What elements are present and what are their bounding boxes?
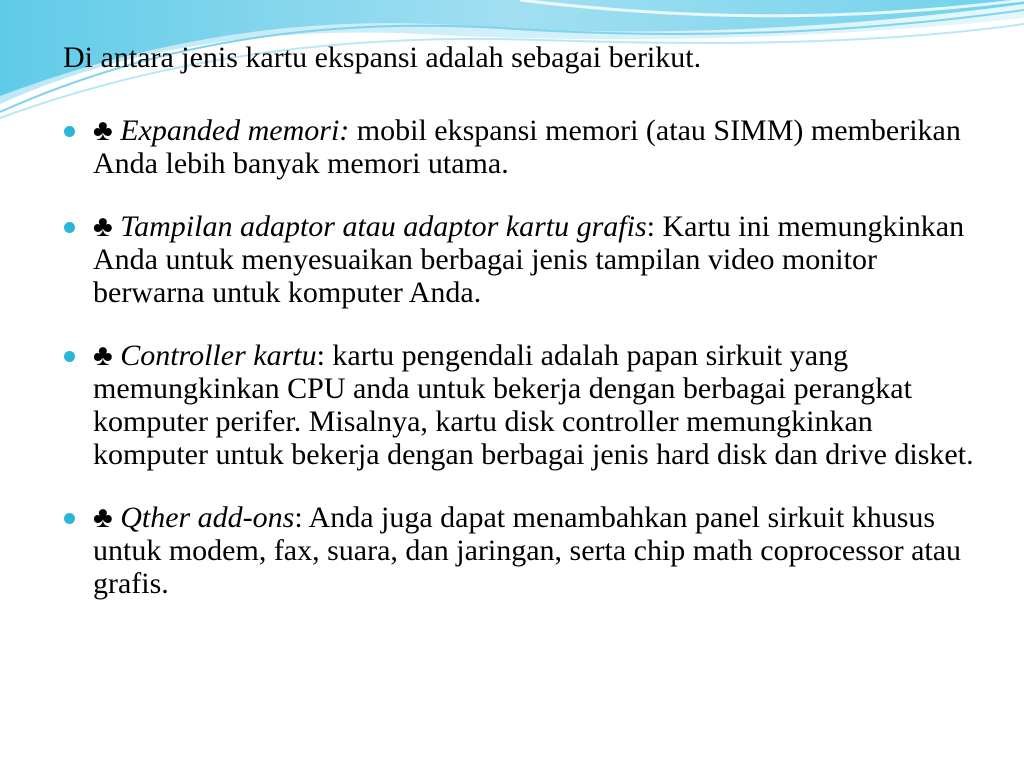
- item-term: Expanded memori:: [120, 114, 350, 147]
- list-item: [0, 210, 1024, 309]
- bullet-dot-icon: [64, 222, 75, 233]
- item-term: Controller kartu: [120, 339, 317, 372]
- intro-text: Di antara jenis kartu ekspansi adalah sebagai berikut.: [63, 41, 702, 74]
- club-symbol-icon: ♣: [93, 339, 121, 372]
- club-symbol-icon: ♣: [93, 501, 121, 534]
- bullet-list: [0, 114, 1024, 630]
- club-symbol-icon: ♣: [93, 114, 121, 147]
- item-description: : Kartu ini memungkinkan Anda untuk menyesuaikan berbagai jenis tampilan video monitor berwarna untuk komputer Anda.: [93, 210, 965, 309]
- list-item: [0, 114, 1024, 180]
- bullet-dot-icon: [64, 126, 75, 137]
- club-symbol-icon: ♣: [93, 210, 121, 243]
- item-description: : kartu pengendali adalah papan sirkuit yang memungkinkan CPU anda untuk bekerja dengan berbagai perangkat komputer perifer. Misalnya, kartu disk controller memungkinkan komputer untuk bekerja dengan berbagai jenis hard disk dan drive disket.: [93, 339, 974, 471]
- item-term: Tampilan adaptor atau adaptor kartu grafis: [120, 210, 647, 243]
- bullet-dot-icon: [64, 351, 75, 362]
- item-term: Qther add-ons: [120, 501, 295, 534]
- bullet-dot-icon: [64, 513, 75, 524]
- item-description: mobil ekspansi memori (atau SIMM) memberikan Anda lebih banyak memori utama.: [93, 114, 961, 180]
- list-item: [0, 339, 1024, 471]
- list-item: [0, 501, 1024, 600]
- item-description: : Anda juga dapat menambahkan panel sirkuit khusus untuk modem, fax, suara, dan jaringan, serta chip math coprocessor atau grafis.: [93, 501, 962, 600]
